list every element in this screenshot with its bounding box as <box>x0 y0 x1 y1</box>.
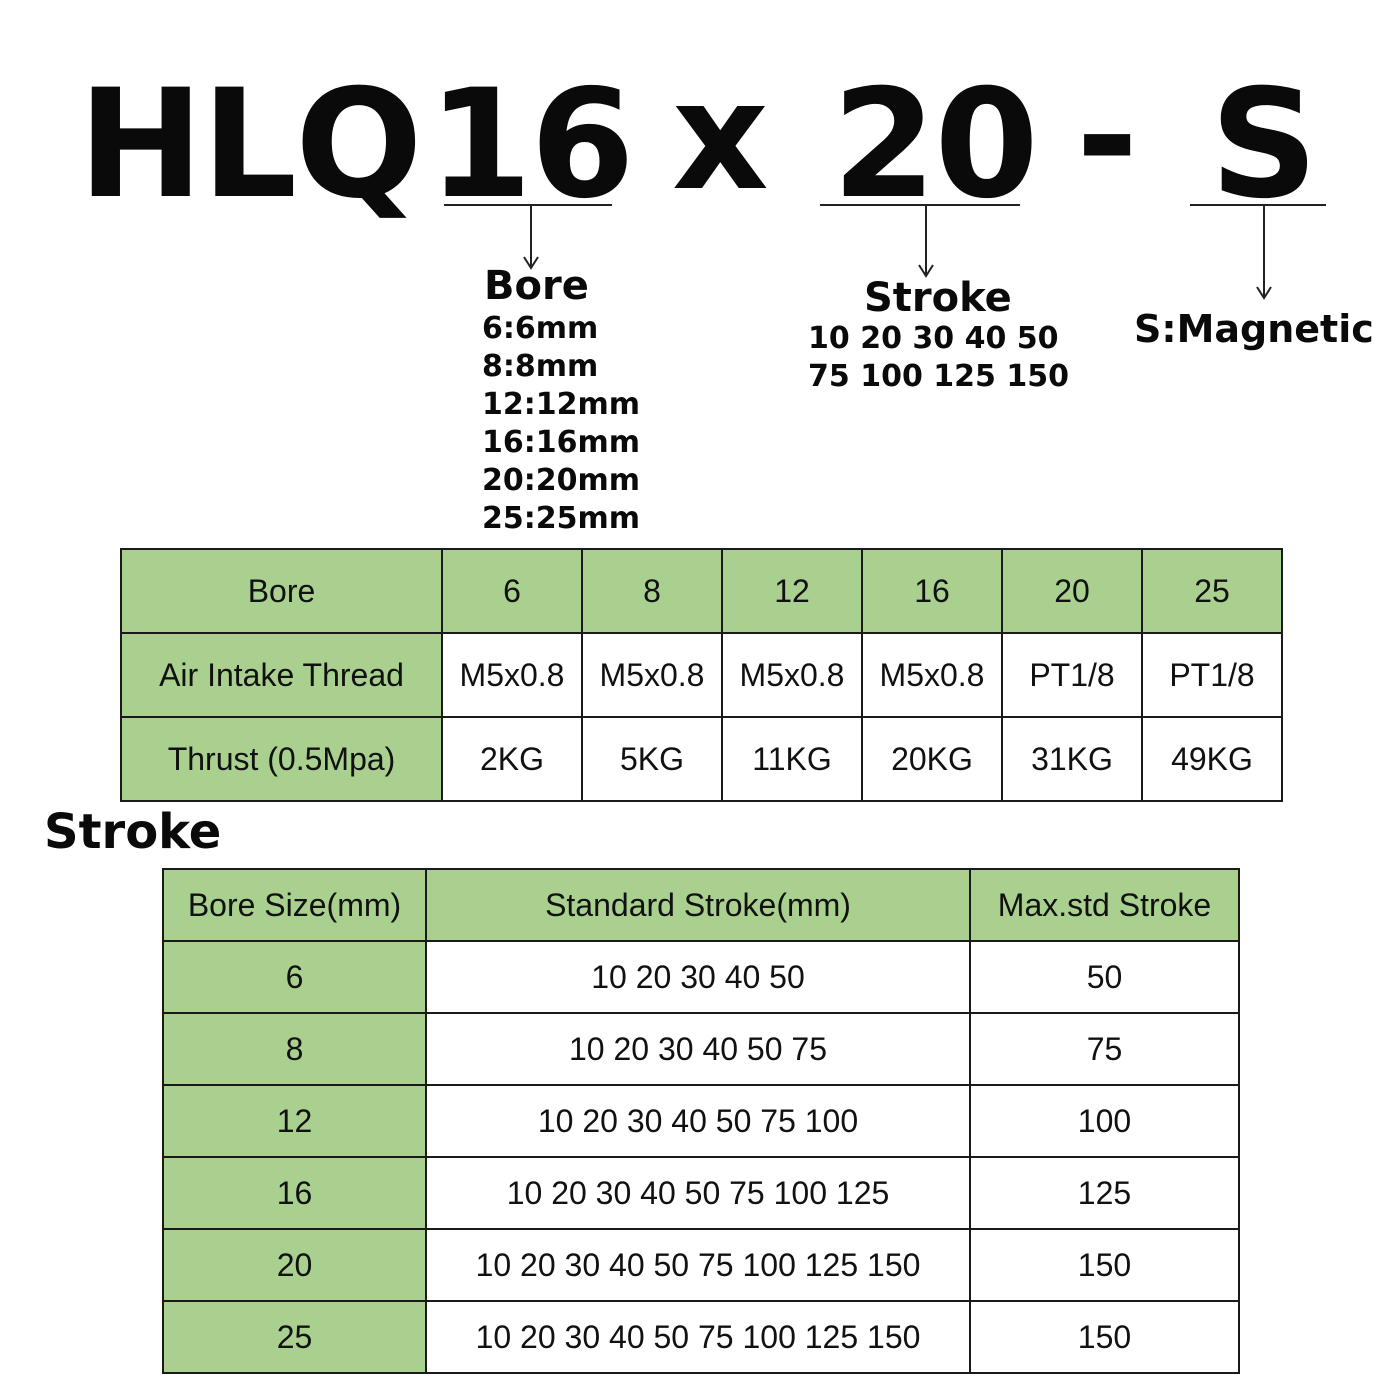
spec-cell: 11KG <box>722 717 862 801</box>
spec-cell: 20KG <box>862 717 1002 801</box>
model-separator-dash: - <box>1076 50 1137 224</box>
spec-cell: M5x0.8 <box>862 633 1002 717</box>
spec-header-cell: 6 <box>442 549 582 633</box>
table-row <box>163 1013 1239 1085</box>
option-arrow-icon <box>1254 205 1274 301</box>
stroke-header-cell: Max.std Stroke <box>970 869 1239 941</box>
spec-cell: M5x0.8 <box>442 633 582 717</box>
stroke-legend-line: 75 100 125 150 <box>808 359 1069 394</box>
stroke-standard-cell: 10 20 30 40 50 75 100 125 150 <box>426 1229 970 1301</box>
spec-cell: 2KG <box>442 717 582 801</box>
model-option-code: S <box>1210 58 1317 232</box>
table-row <box>163 1157 1239 1229</box>
table-row <box>163 941 1239 1013</box>
model-bore-code: 16 <box>428 58 633 232</box>
stroke-bore-cell: 25 <box>163 1301 426 1373</box>
stroke-bore-cell: 8 <box>163 1013 426 1085</box>
model-series: HLQ <box>78 58 421 232</box>
stroke-bore-cell: 12 <box>163 1085 426 1157</box>
spec-header-cell: Bore <box>121 549 442 633</box>
spec-cell: M5x0.8 <box>582 633 722 717</box>
spec-header-cell: 16 <box>862 549 1002 633</box>
model-stroke-code: 20 <box>832 58 1037 232</box>
bore-legend-item: 8:8mm <box>482 349 599 384</box>
stroke-max-cell: 125 <box>970 1157 1239 1229</box>
stroke-legend-line: 10 20 30 40 50 <box>808 321 1059 356</box>
spec-header-row <box>121 549 1282 633</box>
spec-header-cell: 20 <box>1002 549 1142 633</box>
bore-legend-item: 25:25mm <box>482 501 641 536</box>
bore-arrow-icon <box>521 205 541 271</box>
stroke-standard-cell: 10 20 30 40 50 75 100 125 150 <box>426 1301 970 1373</box>
bore-legend-item: 6:6mm <box>482 311 599 346</box>
stroke-max-cell: 100 <box>970 1085 1239 1157</box>
stroke-section-heading: Stroke <box>44 804 222 860</box>
table-row <box>163 1229 1239 1301</box>
spec-header-cell: 8 <box>582 549 722 633</box>
stroke-bore-cell: 16 <box>163 1157 426 1229</box>
stroke-standard-cell: 10 20 30 40 50 75 100 125 <box>426 1157 970 1229</box>
spec-cell: 5KG <box>582 717 722 801</box>
spec-cell: PT1/8 <box>1002 633 1142 717</box>
bore-legend-item: 20:20mm <box>482 463 641 498</box>
spec-row-thrust <box>121 717 1282 801</box>
stroke-standard-cell: 10 20 30 40 50 75 100 <box>426 1085 970 1157</box>
option-legend-text: S:Magnetic <box>1134 307 1374 351</box>
spec-row-label: Thrust (0.5Mpa) <box>121 717 442 801</box>
spec-cell: PT1/8 <box>1142 633 1282 717</box>
spec-row-label: Air Intake Thread <box>121 633 442 717</box>
spec-cell: 31KG <box>1002 717 1142 801</box>
bore-legend-item: 16:16mm <box>482 425 641 460</box>
stroke-max-cell: 50 <box>970 941 1239 1013</box>
stroke-max-cell: 75 <box>970 1013 1239 1085</box>
stroke-header-cell: Bore Size(mm) <box>163 869 426 941</box>
stroke-standard-cell: 10 20 30 40 50 75 <box>426 1013 970 1085</box>
spec-header-cell: 25 <box>1142 549 1282 633</box>
stroke-bore-cell: 20 <box>163 1229 426 1301</box>
spec-table <box>120 548 1283 802</box>
stroke-arrow-icon <box>916 205 936 279</box>
spec-cell: M5x0.8 <box>722 633 862 717</box>
bore-legend-item: 12:12mm <box>482 387 641 422</box>
stroke-max-cell: 150 <box>970 1301 1239 1373</box>
stroke-table <box>162 868 1240 1374</box>
spec-cell: 49KG <box>1142 717 1282 801</box>
stroke-header-row <box>163 869 1239 941</box>
stroke-standard-cell: 10 20 30 40 50 <box>426 941 970 1013</box>
stroke-legend-title: Stroke <box>864 275 1012 321</box>
stroke-header-cell: Standard Stroke(mm) <box>426 869 970 941</box>
spec-header-cell: 12 <box>722 549 862 633</box>
stroke-max-cell: 150 <box>970 1229 1239 1301</box>
table-row <box>163 1301 1239 1373</box>
model-separator-x: x <box>672 50 767 224</box>
table-row <box>163 1085 1239 1157</box>
stroke-bore-cell: 6 <box>163 941 426 1013</box>
bore-legend-title: Bore <box>484 263 589 309</box>
spec-row-air-intake <box>121 633 1282 717</box>
